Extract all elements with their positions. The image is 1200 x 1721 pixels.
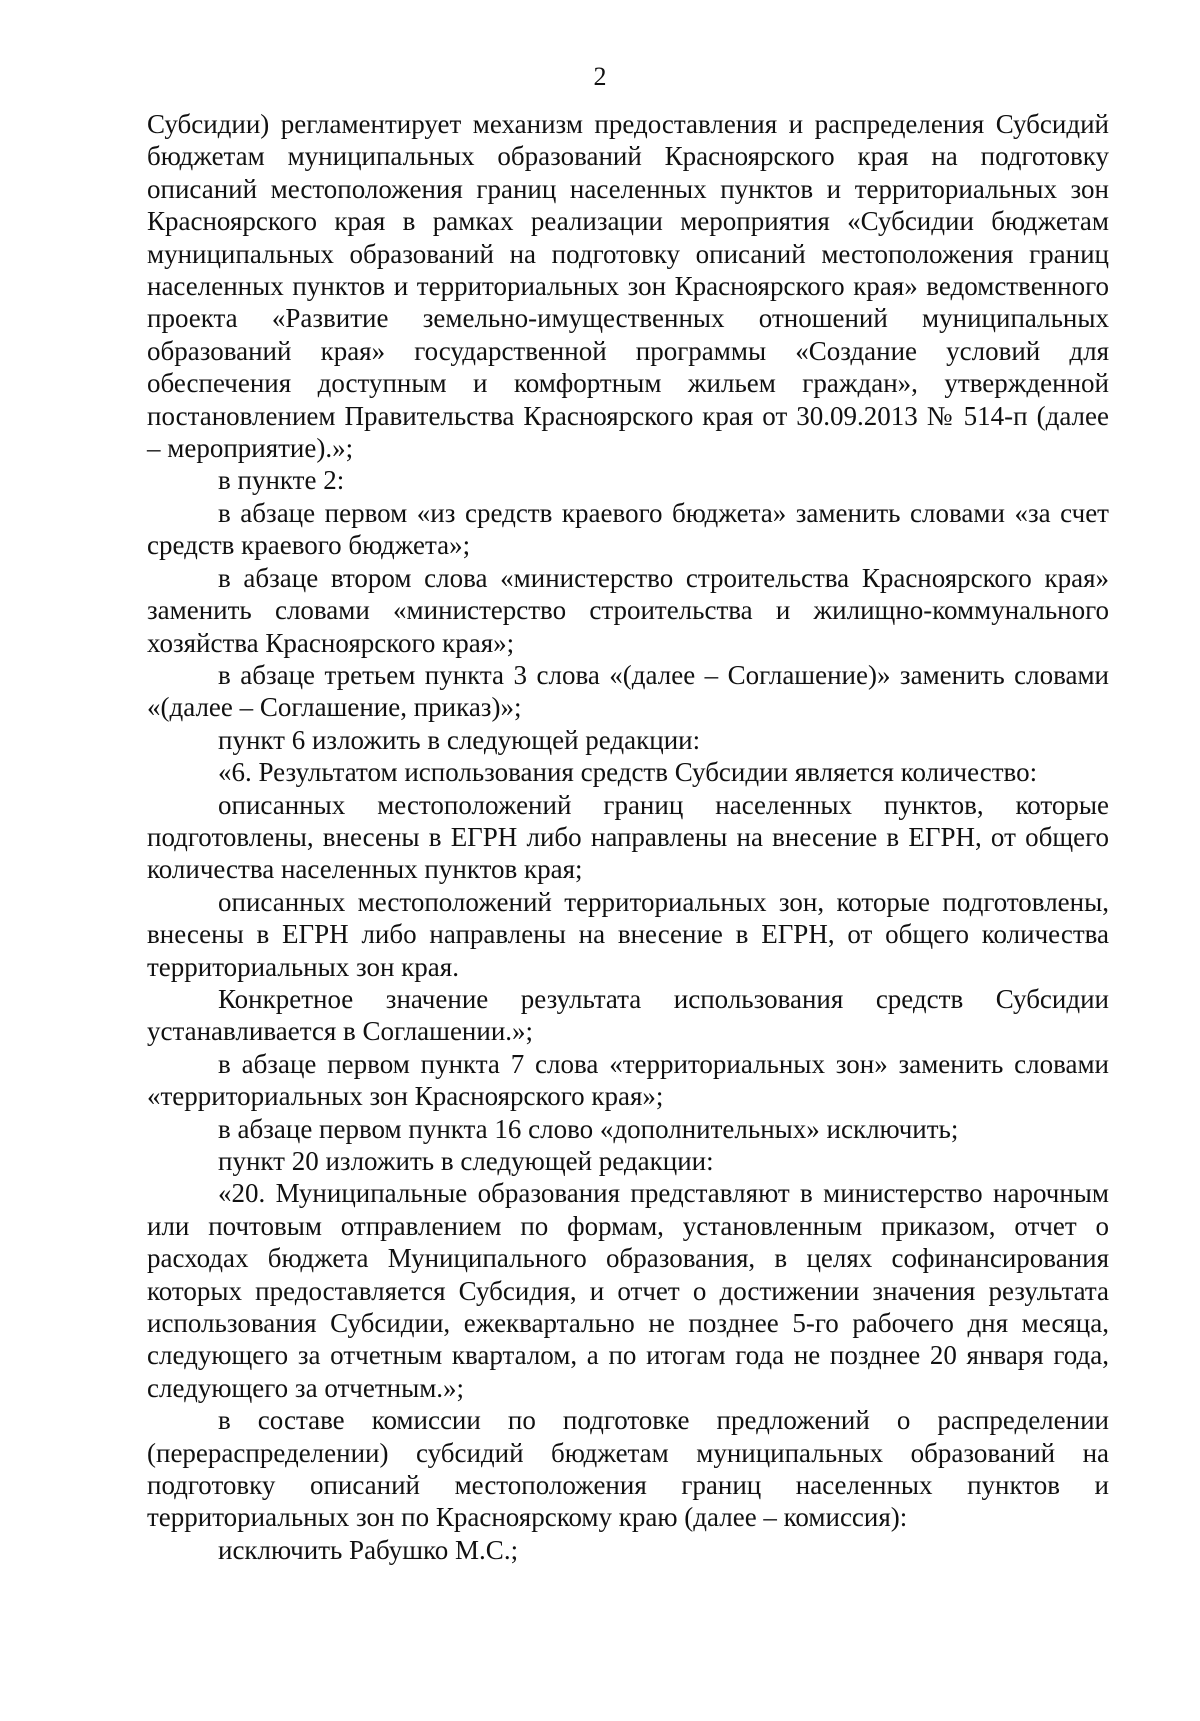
paragraph-2: в пункте 2: [218,465,345,496]
paragraph-14: «20. Муниципальные образования представляют в министерство нарочным или почтовым отправлением по формам, установленным приказом, отчет о расходах бюджета Муниципального образования, в целях софинансирования которых предоставляется Субсидия, и отчет о достижении значения результата использования Субсидии, ежеквартально не позднее 5-го рабочего дня месяца, следующего за отчетным кварталом, а по итогам года не позднее 20 января года, следующего за отчетным.»; [147,1178,1109,1403]
paragraph-15: в составе комиссии по подготовке предложений о распределении (перераспределении) субсидий бюджетам муниципальных образований на подготовку описаний местоположения границ населенных пунктов и территориальных зон по Красноярскому краю (далее – комиссия): [147,1405,1109,1533]
document-body [147,108,1109,1566]
paragraph-11: в абзаце первом пункта 7 слова «территориальных зон» заменить словами «территориальных зон Красноярского края»; [147,1048,1109,1112]
paragraph-4: в абзаце втором слова «министерство строительства Красноярского края» заменить словами «министерство строительства и жилищно-коммунального хозяйства Красноярского края»; [147,562,1109,658]
paragraph-7: «6. Результатом использования средств Субсидии является количество: [218,757,1038,788]
paragraph-5: в абзаце третьем пункта 3 слова «(далее – Соглашение)» заменить словами «(далее – Соглашение, приказ)»; [147,659,1109,723]
paragraph-3: в абзаце первом «из средств краевого бюджета» заменить словами «за счет средств краевого бюджета»; [147,497,1109,561]
page-number: 2 [593,62,607,91]
paragraph-13: пункт 20 изложить в следующей редакции: [218,1146,714,1176]
paragraph-16: исключить Рабушко М.С.; [218,1534,519,1565]
paragraph-9: описанных местоположений территориальных зон, которые подготовлены, внесены в ЕГРН либо направлены на внесение в ЕГРН, от общего количества территориальных зон края. [147,886,1109,982]
paragraph-8: описанных местоположений границ населенных пунктов, которые подготовлены, внесены в ЕГРН либо направлены на внесение в ЕГРН, от общего количества населенных пунктов края; [147,789,1109,885]
paragraph-6: пункт 6 изложить в следующей редакции: [218,724,701,755]
paragraph-12: в абзаце первом пункта 16 слово «дополнительных» исключить; [218,1113,959,1144]
paragraph-10: Конкретное значение результата использования средств Субсидии устанавливается в Соглашении.»; [147,983,1109,1047]
paragraph-1: Субсидии) регламентирует механизм предоставления и распределения Субсидий бюджетам муниципальных образований Красноярского края на подготовку описаний местоположения границ населенных пунктов и территориальных зон Красноярского края в рамках реализации мероприятия «Субсидии бюджетам муниципальных образований на подготовку описаний местоположения границ населенных пунктов и территориальных зон Красноярского края» ведомственного проекта «Развитие земельно-имущественных отношений муниципальных образований края» государственной программы «Создание условий для обеспечения доступным и комфортным жильем граждан», утвержденной постановлением Правительства Красноярского края от 30.09.2013 № 514-п (далее – мероприятие).»; [147,109,1109,464]
